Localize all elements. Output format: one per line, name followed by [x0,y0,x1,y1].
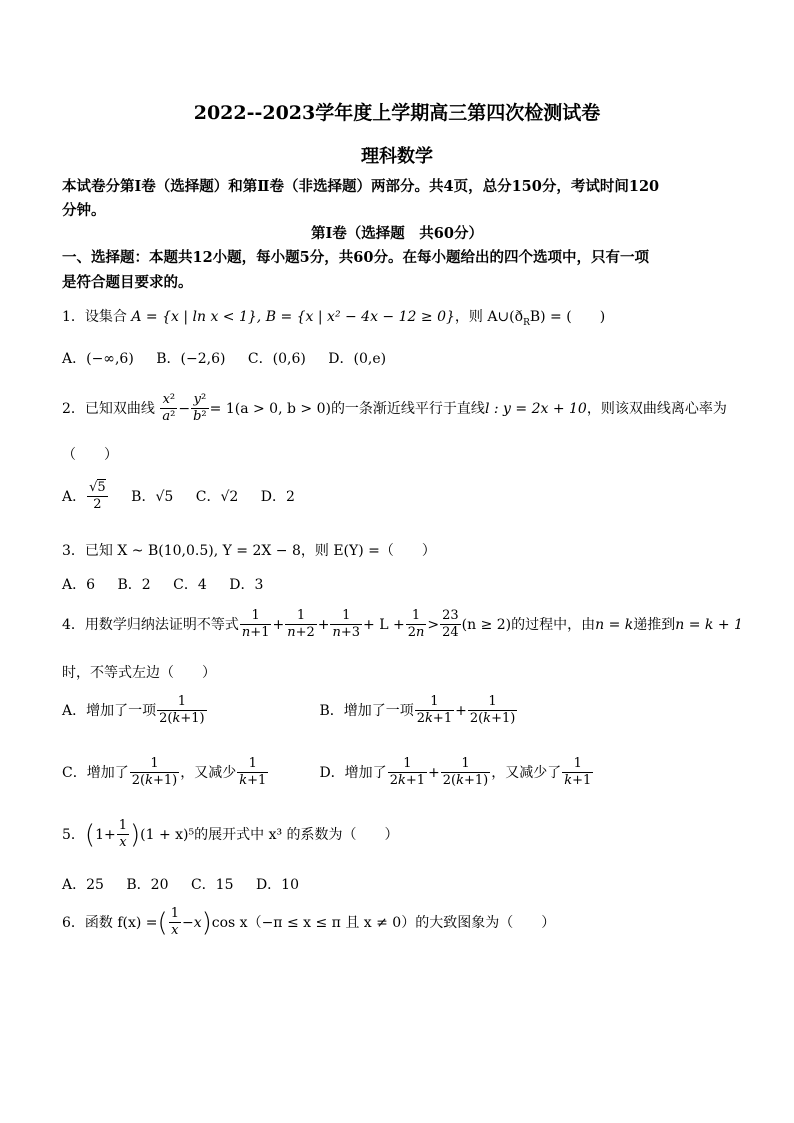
option-b[interactable]: B．20 [126,877,169,893]
question-2-options [62,480,732,514]
question-5-options [62,874,732,894]
option-a[interactable]: A．6 [62,577,96,593]
option-b[interactable]: B．(−2,6) [156,351,226,367]
question-1-math: A = {x | ln x < 1}, B = {x | x² − 4x − 12 ≥ 0} [131,309,455,325]
option-d[interactable]: D．3 [229,577,264,593]
question-3-options [62,574,732,594]
question-5-stem: 5．(1+ $\frac{1}{x}$ )(1 + x)⁵的展开式中 x³ 的系数为（ ） [62,818,399,851]
question-1-stem: 1．设集合 A = {x | ln x < 1}, B = {x | x² − 4x − 12 ≥ 0}，则 $A\cup(ð_RB)$ = ( ) [62,309,606,328]
question-6-stem: 6．函数 f(x) =( $\frac{1}{x}$ −x)cos x（−π ≤ x ≤ π 且 x ≠ 0）的大致图象为（ ） [62,906,556,939]
option-b[interactable]: B．2 [117,577,151,593]
option-c[interactable]: C．15 [190,877,234,893]
option-a[interactable]: A．25 [62,877,104,893]
option-b[interactable]: B．增加了一项 $\frac{1}{2k+1}$ + $\frac{1}{2(k+1)}$ [319,694,516,727]
option-d[interactable]: D．2 [260,488,295,505]
exam-subject: 理科数学 [361,146,433,167]
option-c[interactable]: C．(0,6) [247,351,306,367]
question-1-options [62,348,732,368]
fraction-x2-a2: $\frac{\text{x²}}{\text{a²}}$ [162,392,176,425]
option-b[interactable]: B．√5 [131,488,174,505]
option-d[interactable]: D．(0,e) [328,351,387,367]
option-c[interactable]: C．增加了 $\frac{1}{2(k+1)}$ ，又减少 $\frac{1}{k+1}$ [62,756,267,789]
option-d[interactable]: D．10 [255,877,299,893]
question-4-options-cd [62,756,732,790]
exam-title: 2022--2023学年度上学期高三第四次检测试卷 [193,102,601,124]
section-heading: 第Ⅰ卷（选择题 共60分） [311,225,483,242]
option-a[interactable]: A．(−∞,6) [62,351,134,367]
option-d[interactable]: D．增加了 $\frac{1}{2k+1}$ + $\frac{1}{2(k+1)}$ ，又减少了 $\frac{1}{k+1}$ [319,756,592,789]
option-a[interactable]: A． $\frac{√5}{2}$ [62,480,106,513]
option-c[interactable]: C．4 [173,577,207,593]
question-2-paren: （ ） [62,447,118,463]
fraction-y2-b2: $\frac{\text{y²}}{\text{b²}}$ [193,392,207,425]
option-a[interactable]: A．增加了一项 $\frac{1}{2(k+1)}$ [62,694,205,727]
question-4-stem-cont: 时，不等式左边（ ） [62,665,216,681]
question-3-stem: 3．已知 X ~ B(10,0.5), Y = 2X − 8，则 E(Y) =（ ） [62,543,436,559]
option-c[interactable]: C．√2 [195,488,239,505]
question-2-stem: 2．已知双曲线 $\frac{\text{x²}}{\text{a²}}$ − $\frac{\text{y²}}{\text{b²}}$ = 1(a > 0, b > 0)的一条渐近线平行于直线l : y = 2x + 10，则该双曲线离心率为 [62,392,727,425]
section-instructions-1: 一、选择题：本题共12小题，每小题5分，共60分。在每小题给出的四个选项中，只有一项 [62,249,649,266]
fraction-sqrt5-over-2: $\frac{√5}{2}$ [89,480,106,513]
intro-line-1: 本试卷分第Ⅰ卷（选择题）和第Ⅱ卷（非选择题）两部分。共4页，总分150分，考试时间120 [62,178,660,195]
section-instructions-2: 是符合题目要求的。 [62,274,193,291]
intro-line-2: 分钟。 [62,202,106,219]
question-4-stem: 4．用数学归纳法证明不等式 $\frac{1}{n+1}$ + $\frac{1}{n+2}$ + $\frac{1}{n+3}$ + L + $\frac{1}{2n}$ > $\frac{23}{24}$ (n ≥ 2)的过程中，由n = k递推到n = k + 1 [62,608,743,641]
question-4-options-ab [62,694,732,728]
